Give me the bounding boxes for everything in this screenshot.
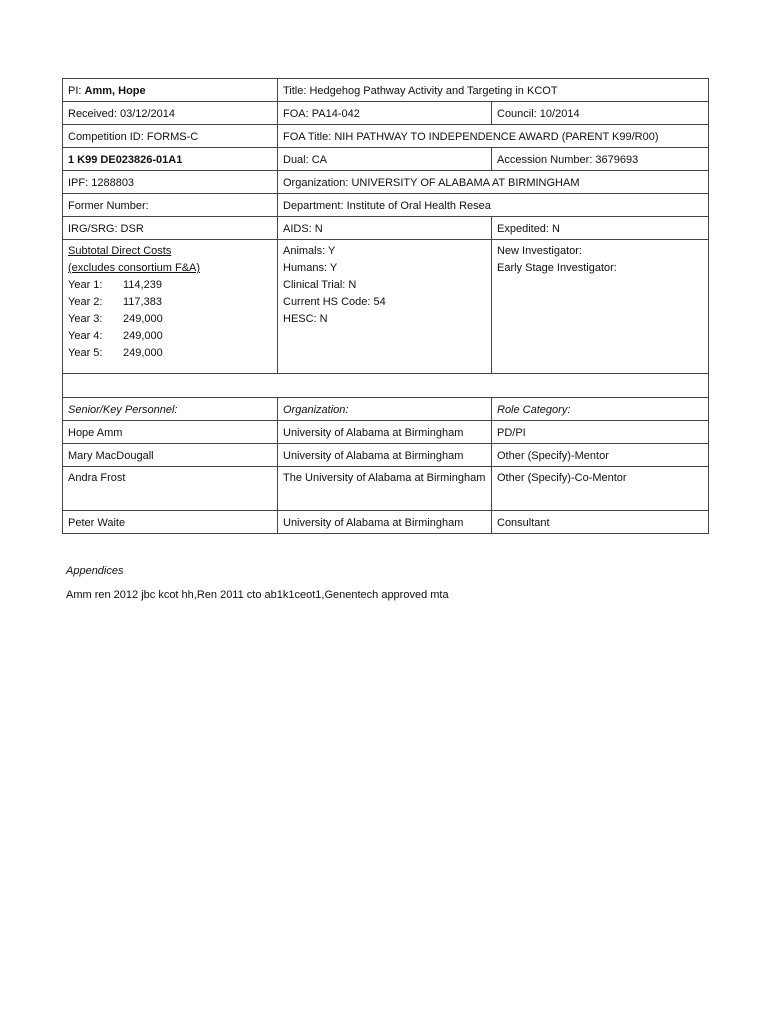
direct-costs-cell [63,240,278,374]
table-row [63,125,709,148]
dual-cell: Dual: CA [278,148,492,171]
personnel-role: Other (Specify)-Mentor [492,444,709,467]
organization-cell: Organization: UNIVERSITY OF ALABAMA AT BIRMINGHAM [278,171,709,194]
personnel-role: PD/PI [492,421,709,444]
personnel-org: University of Alabama at Birmingham [278,444,492,467]
council-cell: Council: 10/2014 [492,102,709,125]
table-row [63,171,709,194]
aids-cell: AIDS: N [278,217,492,240]
cost-year-row [68,345,272,362]
hs-code-flag: Current HS Code: 54 [283,296,386,308]
year-value: 249,000 [123,330,163,342]
table-row-spacer [63,374,709,398]
personnel-name: Andra Frost [63,467,278,511]
year-value: 249,000 [123,347,163,359]
personnel-name: Peter Waite [63,511,278,534]
new-investigator: New Investigator: [497,245,582,257]
pi-name: Amm, Hope [84,85,146,97]
grant-number-cell: 1 K99 DE023826-01A1 [63,148,278,171]
personnel-name: Mary MacDougall [63,444,278,467]
early-stage-investigator: Early Stage Investigator: [497,262,617,274]
table-row [63,240,709,374]
table-row [63,444,709,467]
pi-cell [63,79,278,102]
personnel-org: University of Alabama at Birmingham [278,421,492,444]
accession-cell: Accession Number: 3679693 [492,148,709,171]
role-header: Role Category: [492,398,709,421]
expedited-cell: Expedited: N [492,217,709,240]
table-row [63,421,709,444]
appendices-text: Amm ren 2012 jbc kcot hh,Ren 2011 cto ab1k1ceot1,Genentech approved mta [66,589,449,601]
year-label: Year 2: [68,296,103,308]
competition-id-cell: Competition ID: FORMS-C [63,125,278,148]
costs-subheading: (excludes consortium F&A) [68,262,201,274]
personnel-role: Consultant [492,511,709,534]
table-row [63,467,709,511]
cost-year-row [68,311,272,328]
pi-label: PI: [68,85,85,97]
cost-year-row [68,328,272,345]
foa-title-cell: FOA Title: NIH PATHWAY TO INDEPENDENCE AWARD (PARENT K99/R00) [278,125,709,148]
costs-heading: Subtotal Direct Costs [68,245,172,257]
irg-cell: IRG/SRG: DSR [63,217,278,240]
table-row [63,194,709,217]
hesc-flag: HESC: N [283,313,328,325]
table-row [63,79,709,102]
table-row [63,102,709,125]
spacer-cell [63,374,709,398]
year-value: 249,000 [123,313,163,325]
year-label: Year 4: [68,330,103,342]
flags-cell [278,240,492,374]
table-row [63,217,709,240]
ipf-cell: IPF: 1288803 [63,171,278,194]
table-row [63,148,709,171]
year-label: Year 1: [68,279,103,291]
humans-flag: Humans: Y [283,262,338,274]
year-label: Year 3: [68,313,103,325]
grant-summary-table [62,78,709,534]
cost-year-row [68,294,272,311]
personnel-header-row [63,398,709,421]
title-cell: Title: Hedgehog Pathway Activity and Targeting in KCOT [278,79,709,102]
year-value: 114,239 [123,279,162,291]
personnel-name: Hope Amm [63,421,278,444]
personnel-org: University of Alabama at Birmingham [278,511,492,534]
personnel-org: The University of Alabama at Birmingham [278,467,492,511]
year-label: Year 5: [68,347,103,359]
former-number-cell: Former Number: [63,194,278,217]
cost-year-row [68,277,272,294]
organization-header: Organization: [278,398,492,421]
department-cell: Department: Institute of Oral Health Resea [278,194,709,217]
personnel-role: Other (Specify)-Co-Mentor [492,467,709,511]
animals-flag: Animals: Y [283,245,336,257]
table-row [63,511,709,534]
clinical-trial-flag: Clinical Trial: N [283,279,357,291]
appendices-heading: Appendices [66,565,124,577]
received-cell: Received: 03/12/2014 [63,102,278,125]
investigator-cell [492,240,709,374]
personnel-header: Senior/Key Personnel: [63,398,278,421]
foa-cell: FOA: PA14-042 [278,102,492,125]
year-value: 117,383 [123,296,162,308]
